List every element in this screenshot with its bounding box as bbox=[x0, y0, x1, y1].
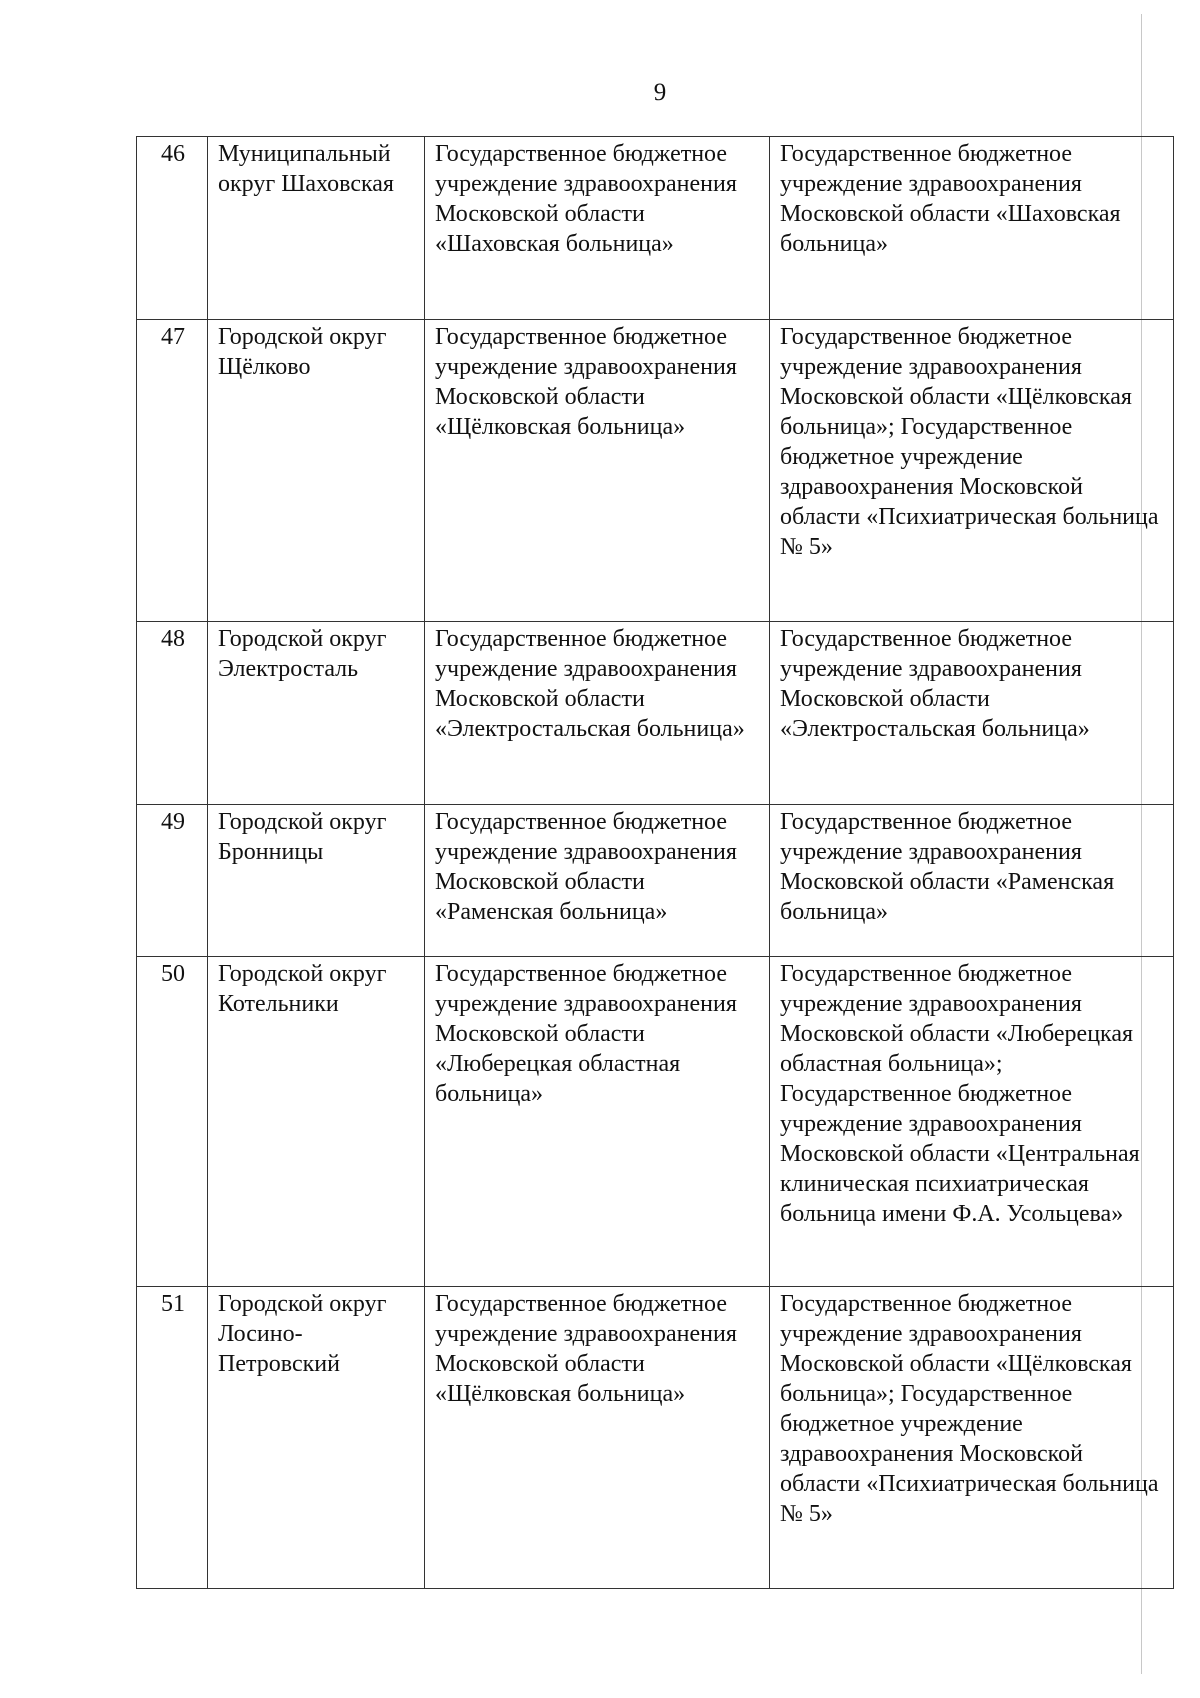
attached-institution-cell: Государственное бюджетное учреждение здравоохранения Московской области «Щёлковская больница»; Государственное бюджетное учреждение здравоохранения Московской области «Психиатрическая больница № 5» bbox=[770, 1287, 1174, 1589]
table-row bbox=[137, 320, 1174, 622]
table-row bbox=[137, 957, 1174, 1287]
district-cell: Муниципальный округ Шаховская bbox=[208, 137, 425, 320]
district-cell: Городской округ Котельники bbox=[208, 957, 425, 1287]
attached-institution-cell: Государственное бюджетное учреждение здравоохранения Московской области «Электростальская больница» bbox=[770, 622, 1174, 805]
institutions-table bbox=[136, 136, 1174, 1589]
row-number: 50 bbox=[137, 957, 208, 1287]
attached-institution-cell: Государственное бюджетное учреждение здравоохранения Московской области «Шаховская больница» bbox=[770, 137, 1174, 320]
table-row bbox=[137, 805, 1174, 957]
institution-cell: Государственное бюджетное учреждение здравоохранения Московской области «Щёлковская больница» bbox=[425, 320, 770, 622]
district-cell: Городской округ Лосино-Петровский bbox=[208, 1287, 425, 1589]
district-cell: Городской округ Щёлково bbox=[208, 320, 425, 622]
attached-institution-cell: Государственное бюджетное учреждение здравоохранения Московской области «Щёлковская больница»; Государственное бюджетное учреждение здравоохранения Московской области «Психиатрическая больница № 5» bbox=[770, 320, 1174, 622]
institution-cell: Государственное бюджетное учреждение здравоохранения Московской области «Люберецкая областная больница» bbox=[425, 957, 770, 1287]
attached-institution-cell: Государственное бюджетное учреждение здравоохранения Московской области «Люберецкая областная больница»; Государственное бюджетное учреждение здравоохранения Московской области «Центральная клиническая психиатрическая больница имени Ф.А. Усольцева» bbox=[770, 957, 1174, 1287]
table-row bbox=[137, 622, 1174, 805]
district-cell: Городской округ Электросталь bbox=[208, 622, 425, 805]
institution-cell: Государственное бюджетное учреждение здравоохранения Московской области «Щёлковская больница» bbox=[425, 1287, 770, 1589]
row-number: 47 bbox=[137, 320, 208, 622]
table-row bbox=[137, 1287, 1174, 1589]
row-number: 48 bbox=[137, 622, 208, 805]
row-number: 49 bbox=[137, 805, 208, 957]
institution-cell: Государственное бюджетное учреждение здравоохранения Московской области «Электростальская больница» bbox=[425, 622, 770, 805]
row-number: 51 bbox=[137, 1287, 208, 1589]
institution-cell: Государственное бюджетное учреждение здравоохранения Московской области «Раменская больница» bbox=[425, 805, 770, 957]
page-number: 9 bbox=[653, 79, 667, 106]
row-number: 46 bbox=[137, 137, 208, 320]
institution-cell: Государственное бюджетное учреждение здравоохранения Московской области «Шаховская больница» bbox=[425, 137, 770, 320]
district-cell: Городской округ Бронницы bbox=[208, 805, 425, 957]
table-row bbox=[137, 137, 1174, 320]
attached-institution-cell: Государственное бюджетное учреждение здравоохранения Московской области «Раменская больница» bbox=[770, 805, 1174, 957]
